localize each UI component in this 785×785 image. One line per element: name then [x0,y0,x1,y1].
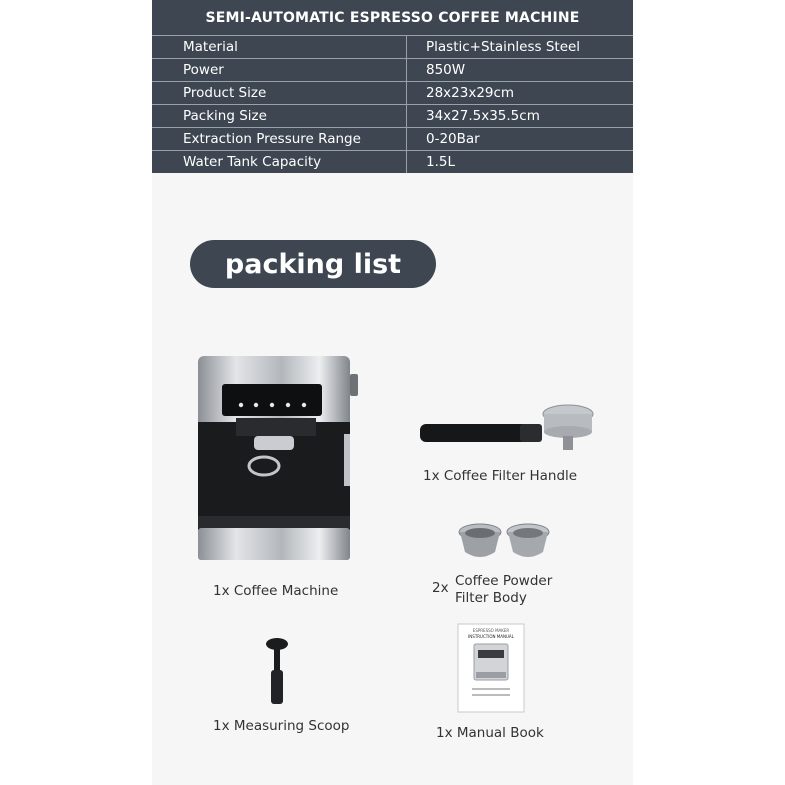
filter-baskets-image [456,520,552,564]
spec-key: Power [183,62,224,78]
spec-table-title: SEMI-AUTOMATIC ESPRESSO COFFEE MACHINE [152,0,633,36]
caption-filter-handle: 1x Coffee Filter Handle [423,468,578,484]
spec-value: Plastic+Stainless Steel [426,39,581,55]
spec-key: Packing Size [183,108,267,124]
spec-key: Material [183,39,238,55]
manual-cover-title: ESPRESSO MAKER [472,628,510,633]
manual-cover-subtitle: INSTRUCTION MANUAL [468,634,514,639]
caption-filter-line2: Filter Body [455,590,527,606]
spec-value: 34x27.5x35.5cm [426,108,540,124]
spec-value: 1.5L [426,154,455,170]
filter-handle-image [420,402,595,454]
caption-filter-line1: Coffee Powder [455,573,553,589]
caption-manual-book: 1x Manual Book [436,725,544,741]
spec-value: 0-20Bar [426,131,480,147]
spec-value: 28x23x29cm [426,85,515,101]
spec-table [152,0,633,173]
caption-filter-quantity: 2x [432,580,449,596]
manual-book-image [458,624,526,714]
spec-row [152,128,633,151]
spec-key: Water Tank Capacity [183,154,322,170]
spec-row [152,151,633,173]
column-divider [406,82,407,104]
measuring-scoop-image [260,636,294,706]
caption-measuring-scoop: 1x Measuring Scoop [213,718,350,734]
column-divider [406,105,407,127]
coffee-machine-image [196,356,361,566]
spec-row [152,105,633,128]
spec-value: 850W [426,62,466,78]
spec-key: Product Size [183,85,267,101]
spec-row [152,59,633,82]
caption-coffee-machine: 1x Coffee Machine [213,583,339,599]
column-divider [406,36,407,58]
column-divider [406,59,407,81]
packing-list-heading: packing list [190,240,436,288]
spec-row [152,82,633,105]
spec-key: Extraction Pressure Range [183,131,361,147]
spec-row [152,36,633,59]
column-divider [406,151,407,173]
column-divider [406,128,407,150]
